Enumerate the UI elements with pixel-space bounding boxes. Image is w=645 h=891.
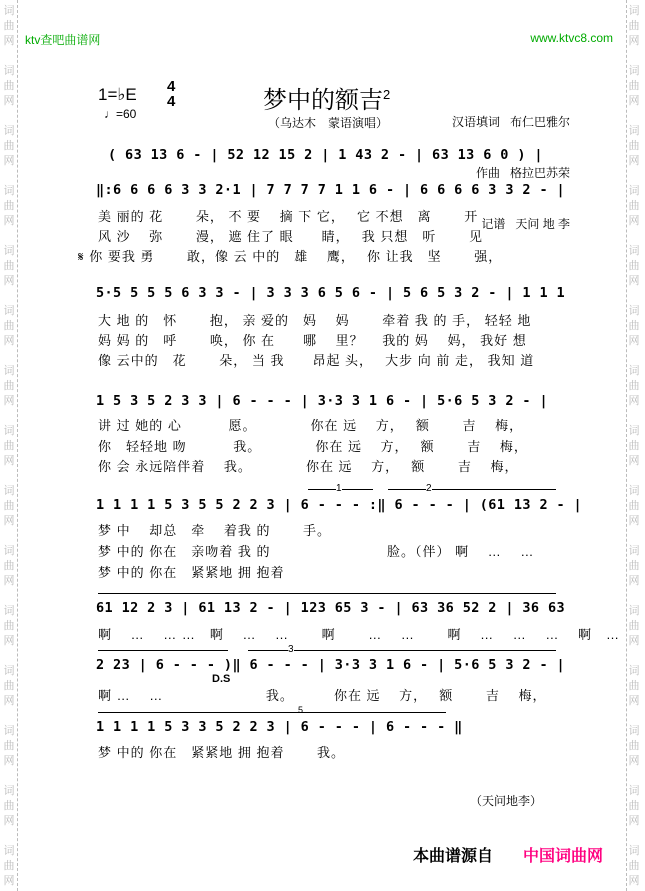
- watermark: [627, 664, 641, 709]
- watermark: [627, 364, 641, 409]
- watermark-char: 词: [3, 245, 15, 257]
- watermark-char: 网: [628, 515, 640, 527]
- watermark-char: 词: [3, 125, 15, 137]
- lyric-line: 𝄋 你 要我 勇 敢，像 云 中的 雄 鹰， 你 让我 坚 强，: [78, 249, 503, 264]
- watermark-char: 词: [3, 725, 15, 737]
- site-name-left[interactable]: ktv查吧曲谱网: [25, 33, 101, 47]
- watermark-char: 网: [628, 575, 640, 587]
- watermark-char: 词: [628, 5, 640, 17]
- watermark-char: 词: [3, 425, 15, 437]
- lyric-line: 梦 中的 你在 紧紧地 拥 抱着: [98, 565, 285, 580]
- lyric-line: 啊 … … … 啊 … … 啊 … … 啊 … … … 啊 …: [98, 627, 620, 642]
- watermark-char: 曲: [628, 800, 640, 812]
- watermark: [627, 844, 641, 889]
- watermark-char: 网: [3, 515, 15, 527]
- grace-note: 5: [298, 705, 304, 715]
- watermark-char: 曲: [3, 560, 15, 572]
- watermark-char: 词: [3, 485, 15, 497]
- watermark-char: 词: [3, 5, 15, 17]
- watermark-char: 词: [628, 65, 640, 77]
- watermark-char: 曲: [628, 680, 640, 692]
- watermark-char: 网: [3, 875, 15, 887]
- watermark-char: 曲: [3, 200, 15, 212]
- lyric-line: 风 沙 弥 漫， 遮 住了 眼 睛， 我 只想 听 见: [98, 229, 484, 244]
- watermark: [627, 244, 641, 289]
- watermark: [627, 724, 641, 769]
- watermark-char: 曲: [3, 620, 15, 632]
- watermark-char: 网: [3, 395, 15, 407]
- watermark-char: 词: [3, 785, 15, 797]
- watermark-char: 曲: [628, 860, 640, 872]
- notation-row: 1 1 1 1 5 3 3 5 2 2 3 | 6 - - - | 6 - - - ‖: [96, 719, 463, 735]
- notation-row: 2 23 | 6 - - - )‖ 6 - - - | 3·3 3 1 6 - | 5·6 5 3 2 - |: [96, 657, 566, 673]
- watermark-char: 网: [628, 635, 640, 647]
- watermark-char: 网: [3, 695, 15, 707]
- watermark-char: 词: [3, 185, 15, 197]
- watermark: [627, 4, 641, 49]
- watermark-char: 词: [3, 305, 15, 317]
- lyric-line: 大 地 的 怀 抱， 亲 爱的 妈 妈 牵着 我 的 手， 轻轻 地: [98, 313, 532, 328]
- watermark-char: 曲: [3, 500, 15, 512]
- notation-row: ‖:6 6 6 6 3 3 2·1 | 7 7 7 7 1 1 6 - | 6 6 6 6 3 3 2 - |: [96, 182, 566, 198]
- watermark-char: 词: [3, 605, 15, 617]
- watermark-char: 网: [3, 335, 15, 347]
- watermark: [2, 4, 16, 49]
- watermark-char: 网: [628, 35, 640, 47]
- watermark-char: 曲: [3, 320, 15, 332]
- watermark-char: 词: [628, 305, 640, 317]
- transcriber-attribution: （天问地李）: [470, 794, 543, 808]
- volta-3-bracket: [248, 650, 556, 651]
- watermark-char: 词: [628, 845, 640, 857]
- watermark-char: 曲: [628, 80, 640, 92]
- watermark: [627, 784, 641, 829]
- lyric-line: 梦 中的 你在 亲吻着 我 的 脸。（伴） 啊 … …: [98, 544, 535, 559]
- watermark-char: 词: [628, 425, 640, 437]
- watermark-char: 曲: [628, 260, 640, 272]
- watermark-char: 词: [3, 665, 15, 677]
- watermark: [627, 124, 641, 169]
- time-signature: 4 4: [167, 78, 176, 110]
- watermark-char: 网: [3, 215, 15, 227]
- watermark-char: 词: [628, 545, 640, 557]
- watermark-char: 网: [3, 275, 15, 287]
- watermark: [2, 304, 16, 349]
- watermark-char: 网: [3, 755, 15, 767]
- watermark-char: 网: [628, 395, 640, 407]
- source-site[interactable]: 中国词曲网: [523, 848, 604, 865]
- song-subtitle: （乌达木 蒙语演唱）: [268, 116, 389, 130]
- watermark-char: 曲: [628, 140, 640, 152]
- watermark-char: 曲: [628, 740, 640, 752]
- watermark-char: 词: [628, 245, 640, 257]
- notation-row: 1 1 1 1 5 3 5 5 2 2 3 | 6 - - - :‖ 6 - - - | (61 13 2 - |: [96, 497, 583, 513]
- lyric-line: 美 丽的 花 朵， 不 要 摘 下 它， 它 不想 离 开: [98, 209, 479, 224]
- watermark-char: 曲: [3, 440, 15, 452]
- watermark-char: 曲: [3, 20, 15, 32]
- site-url-right[interactable]: www.ktvc8.com: [530, 31, 613, 45]
- lyric-line: 你 轻轻地 吻 我。 你在 远 方， 额 吉 梅，: [98, 439, 528, 454]
- song-title: 梦中的额吉$^2$: [263, 87, 391, 114]
- tie-line: [98, 712, 446, 713]
- watermark-char: 网: [628, 755, 640, 767]
- watermark-char: 词: [628, 785, 640, 797]
- watermark-char: 网: [3, 95, 15, 107]
- watermark: [627, 304, 641, 349]
- watermark: [627, 604, 641, 649]
- notation-row: ( 63 13 6 - | 52 12 15 2 | 1 43 2 - | 63 13 6 0 ) |: [108, 147, 543, 163]
- volta-3-label: 3: [288, 644, 294, 655]
- watermark-char: 曲: [3, 800, 15, 812]
- watermark: [627, 184, 641, 229]
- lyric-line: 像 云中的 花 朵， 当 我 昂起 头， 大步 向 前 走， 我知 道: [98, 353, 535, 368]
- watermark-char: 网: [3, 35, 15, 47]
- watermark-char: 网: [3, 815, 15, 827]
- watermark-char: 曲: [3, 680, 15, 692]
- left-margin-line: [17, 0, 18, 891]
- lyric-line: 梦 中的 你在 紧紧地 拥 抱着 我。: [98, 745, 346, 760]
- watermark-char: 曲: [628, 440, 640, 452]
- watermark: [2, 604, 16, 649]
- watermark-char: 曲: [3, 140, 15, 152]
- watermark-char: 词: [3, 365, 15, 377]
- watermark-char: 曲: [3, 380, 15, 392]
- watermark: [627, 484, 641, 529]
- tie-line: [98, 650, 228, 651]
- watermark-char: 曲: [628, 20, 640, 32]
- lyric-line: 梦 中 却总 牵 着我 的 手。: [98, 523, 332, 538]
- watermark: [2, 664, 16, 709]
- tempo-marking: ♩=60: [104, 107, 137, 121]
- watermark-char: 网: [3, 455, 15, 467]
- watermark-char: 曲: [628, 200, 640, 212]
- watermark-char: 网: [3, 575, 15, 587]
- watermark: [2, 484, 16, 529]
- credits: 汉语填词 布仁巴雅尔 作曲 格拉巴苏荣 记谱 天问 地 李: [452, 115, 571, 231]
- watermark-char: 网: [628, 695, 640, 707]
- watermark-char: 词: [628, 725, 640, 737]
- watermark-char: 网: [628, 155, 640, 167]
- watermark-char: 曲: [628, 500, 640, 512]
- watermark-char: 网: [628, 875, 640, 887]
- watermark: [2, 424, 16, 469]
- watermark-char: 曲: [628, 320, 640, 332]
- volta-2-label: 2: [426, 483, 432, 494]
- watermark-char: 词: [628, 605, 640, 617]
- watermark-char: 词: [628, 125, 640, 137]
- watermark: [2, 244, 16, 289]
- tie-line: [98, 593, 556, 594]
- watermark: [2, 64, 16, 109]
- watermark-char: 词: [3, 545, 15, 557]
- watermark-char: 网: [3, 635, 15, 647]
- watermark-char: 词: [3, 845, 15, 857]
- watermark-char: 网: [628, 275, 640, 287]
- watermark: [627, 64, 641, 109]
- watermark: [2, 364, 16, 409]
- watermark: [2, 724, 16, 769]
- watermark-char: 曲: [3, 740, 15, 752]
- watermark-char: 网: [628, 95, 640, 107]
- lyric-line: 讲 过 她的 心 愿。 你在 远 方， 额 吉 梅，: [98, 418, 524, 433]
- watermark-char: 曲: [3, 260, 15, 272]
- watermark: [2, 184, 16, 229]
- volta-1-label: 1: [336, 483, 342, 494]
- watermark: [2, 844, 16, 889]
- watermark-char: 词: [628, 485, 640, 497]
- watermark-char: 曲: [3, 80, 15, 92]
- watermark: [627, 544, 641, 589]
- source-label: 本曲谱源自: [413, 848, 494, 865]
- watermark-char: 网: [628, 335, 640, 347]
- watermark-char: 曲: [628, 560, 640, 572]
- dal-segno-marking: D.S: [212, 673, 231, 685]
- watermark-char: 网: [3, 155, 15, 167]
- watermark-char: 曲: [628, 620, 640, 632]
- watermark-char: 词: [3, 65, 15, 77]
- key-signature: 1=♭E: [98, 85, 137, 104]
- volta-2-bracket: [388, 489, 556, 490]
- watermark-char: 网: [628, 215, 640, 227]
- watermark-char: 词: [628, 665, 640, 677]
- watermark-char: 词: [628, 185, 640, 197]
- watermark-char: 曲: [628, 380, 640, 392]
- notation-row: 61 12 2 3 | 61 13 2 - | 123 65 3 - | 63 36 52 2 | 36 63: [96, 600, 566, 616]
- lyric-line: 啊 … … 我。 你在 远 方， 额 吉 梅，: [98, 688, 547, 703]
- lyric-line: 你 会 永远陪伴着 我。 你在 远 方， 额 吉 梅，: [98, 459, 519, 474]
- notation-row: 1 5 3 5 2 3 3 | 6 - - - | 3·3 3 1 6 - | 5·6 5 3 2 - |: [96, 393, 548, 409]
- watermark-char: 曲: [3, 860, 15, 872]
- watermark-char: 网: [628, 815, 640, 827]
- lyric-line: 妈 妈 的 呼 唤， 你 在 哪 里？ 我的 妈 妈， 我好 想: [98, 333, 527, 348]
- watermark: [627, 424, 641, 469]
- notation-row: 5·5 5 5 5 6 3 3 - | 3 3 3 6 5 6 - | 5 6 5 3 2 - | 1 1 1: [96, 285, 566, 301]
- watermark: [2, 784, 16, 829]
- watermark-char: 词: [628, 365, 640, 377]
- watermark: [2, 544, 16, 589]
- watermark-char: 网: [628, 455, 640, 467]
- watermark: [2, 124, 16, 169]
